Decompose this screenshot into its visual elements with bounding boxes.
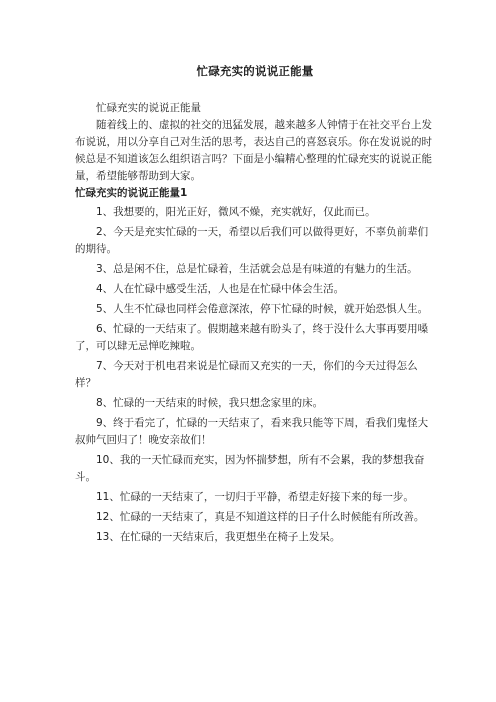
list-item: 1、我想要的，阳光正好，微风不燥，充实就好，仅此而已。 [96,206,376,218]
section-heading: 忙碌充实的说说正能量1 [75,187,188,199]
list-item: 9、终于看完了，忙碌的一天结束了，看来我只能等下周，看我们鬼怪大叔帅气回归了！晚安亲故们！ [75,417,429,446]
list-item: 7、今天对于机电君来说是忙碌而又充实的一天，你们的今天过得怎么样？ [75,360,418,389]
list-item: 11、忙碌的一天结束了，一切归于平静，希望走好接下来的每一步。 [96,491,414,503]
document-page [75,0,435,546]
list-item: 8、忙碌的一天结束的时候，我只想念家里的床。 [96,397,324,409]
list-item: 10、我的一天忙碌而充实，因为怀揣梦想，所有不会累，我的梦想我奋斗。 [75,454,425,483]
list-item: 6、忙碌的一天结束了。假期越来越有盼头了，终于没什么大事再要用嗓了，可以肆无忌惮吃辣啦。 [75,323,429,352]
item-list [75,204,435,546]
list-item: 3、总是闲不住，总是忙碌着，生活就会总是有味道的有魅力的生活。 [96,263,418,275]
document-subtitle: 忙碌充实的说说正能量 [96,102,201,114]
list-item: 12、忙碌的一天结束了，真是不知道这样的日子什么时候能有所改善。 [96,511,425,523]
intro-paragraph: 随着线上的、虚拟的社交的迅猛发展，越来越多人钟情于在社交平台上发布说说，用以分享自己对生活的思考，表达自己的喜怒哀乐。你在发说说的时候总是不知道该怎么组织语言吗？下面是小编精心整理的忙碌充实的说说正能量，希望能够帮助到大家。 [75,119,432,182]
list-item: 13、在忙碌的一天结束后，我更想坐在椅子上发呆。 [96,531,341,543]
list-item: 5、人生不忙碌也同样会倦意深浓，停下忙碌的时候，就开始恐惧人生。 [96,303,429,315]
list-item: 2、今天是充实忙碌的一天，希望以后我们可以做得更好，不辜负前辈们的期待。 [75,226,429,255]
list-item: 4、人在忙碌中感受生活，人也是在忙碌中体会生活。 [96,283,345,295]
document-title: 忙碌充实的说说正能量 [196,64,314,78]
